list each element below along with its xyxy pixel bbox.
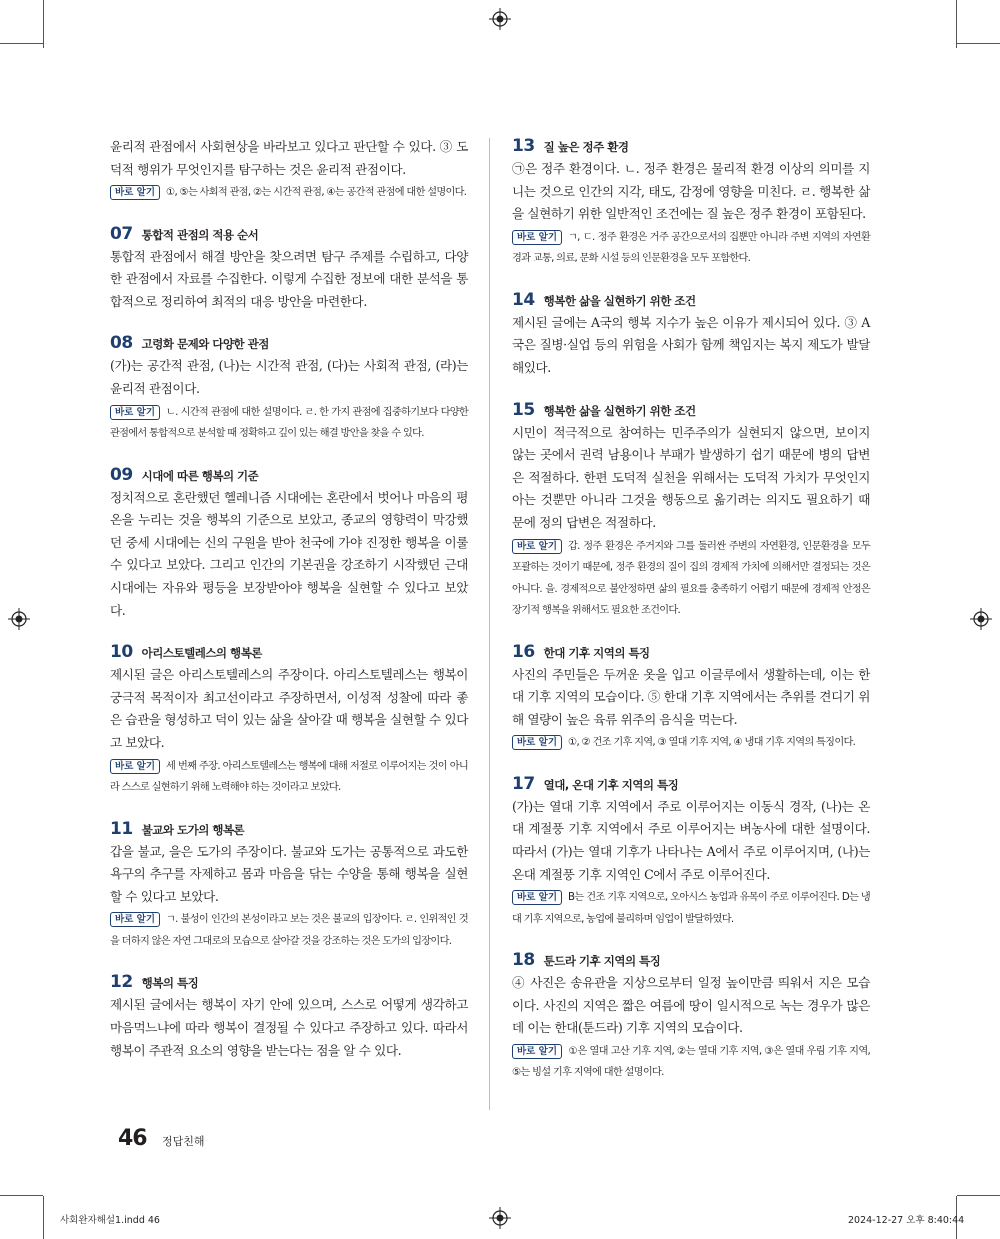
- explanation-text: 갑을 불교, 을은 도가의 주장이다. 불교와 도가는 공통적으로 과도한 욕구의 추구를 자제하고 몸과 마음을 닦는 수양을 통해 행복을 실현할 수 있다고 보았다.: [110, 843, 468, 904]
- question-number: 11: [110, 818, 133, 839]
- explanation-text: (가)는 열대 기후 지역에서 주로 이루어지는 이동식 경작, (나)는 온대 계절풍 기후 지역에서 주로 이루어지는 벼농사에 대한 설명이다. 따라서 (가)는 열대 기후가 나타나는 A에서 주로 이루어지며, (나)는 온대 계절풍 기후 지역인 C에서 주로 이루어진다.: [512, 798, 870, 882]
- section-title: 행복의 특징: [141, 976, 199, 991]
- correction-badge: 바로 알기: [512, 890, 562, 905]
- section-heading: [512, 400, 870, 420]
- question-number: 07: [110, 223, 133, 244]
- registration-mark-icon: [8, 608, 30, 630]
- section-title: 아리스토텔레스의 행복론: [141, 646, 262, 661]
- answer-section: [110, 333, 468, 444]
- explanation-text: (가)는 공간적 관점, (나)는 시간적 관점, (다)는 사회적 관점, (라)는 윤리적 관점이다.: [110, 358, 468, 397]
- correction-badge: 바로 알기: [110, 185, 160, 200]
- question-number: 13: [512, 136, 535, 156]
- crop-mark: [956, 0, 957, 48]
- section-heading: [110, 224, 468, 244]
- explanation-text: 제시된 글은 아리스토텔레스의 주장이다. 아리스토텔레스는 행복이 궁극적 목적이자 최고선이라고 주장하면서, 이성적 성찰에 따라 좋은 습관을 형성하고 덕이 있는 삶을 살아갈 때 행복을 실현할 수 있다고 보았다.: [110, 667, 468, 750]
- correction-note-text: ㄱ, ㄷ. 정주 환경은 거주 공간으로서의 집뿐만 아니라 주변 지역의 자연환경과 교통, 의료, 문화 시설 등의 인문환경을 모두 포함한다.: [512, 231, 870, 265]
- explanation-text: 통합적 관점에서 해결 방안을 찾으려면 탐구 주제를 수립하고, 다양한 관점에서 자료를 수집한다. 이렇게 수집한 정보에 대한 분석을 통합적으로 정리하여 최적의 대응 방안을 마련한다.: [110, 248, 468, 309]
- section-heading: [110, 642, 468, 662]
- correction-note-text: ㄴ. 시간적 관점에 대한 설명이다. ㄹ. 한 가지 관점에 집중하기보다 다양한 관점에서 통합적으로 분석할 때 정확하고 깊이 있는 해결 방안을 찾을 수 있다.: [110, 406, 468, 440]
- explanation-text: ㉠은 정주 환경이다. ㄴ. 정주 환경은 물리적 환경 이상의 의미를 지니는 것으로 인간의 지각, 태도, 감정에 영향을 미친다. ㄹ. 행복한 삶을 실현하기 위한 일반적인 조건에는 질 높은 정주 환경이 포함된다.: [512, 161, 870, 222]
- section-heading: [110, 465, 468, 485]
- correction-badge: 바로 알기: [512, 539, 562, 554]
- question-number: 17: [512, 773, 535, 794]
- correction-note: [512, 536, 870, 622]
- explanation-text: 정치적으로 혼란했던 헬레니즘 시대에는 혼란에서 벗어나 마음의 평온을 누리는 것을 행복의 기준으로 보았고, 종교의 영향력이 막강했던 중세 시대에는 신의 구원을 받아 천국에 가야 진정한 행복을 이룰 수 있다고 보았다. 그리고 인간의 기본권을 강조하기 시작했던 근대 시대에는 자유와 평등을 보장받아야 행복을 실현할 수 있다고 보았다.: [110, 489, 468, 618]
- answer-section: [512, 950, 870, 1084]
- explanation-text: 윤리적 관점에서 사회현상을 바라보고 있다고 판단할 수 있다. ③ 도덕적 행위가 무엇인지를 탐구하는 것은 윤리적 관점이다.: [110, 139, 468, 177]
- section-heading: [110, 819, 468, 839]
- registration-mark-icon: [489, 8, 511, 30]
- crop-mark: [43, 1196, 44, 1239]
- correction-badge: 바로 알기: [512, 230, 562, 245]
- correction-note: [512, 227, 870, 270]
- section-title: 질 높은 정주 환경: [543, 140, 629, 154]
- correction-note: [512, 887, 870, 930]
- answer-section: [512, 136, 870, 270]
- section-title: 열대, 온대 기후 지역의 특징: [543, 777, 679, 792]
- crop-mark: [0, 43, 43, 44]
- correction-note-text: ①, ⑤는 사회적 관점, ②는 시간적 관점, ④는 공간적 관점에 대한 설명이다.: [166, 187, 467, 199]
- question-number: 08: [110, 333, 133, 354]
- answer-section: [512, 400, 870, 622]
- explanation-text: 제시된 글에는 A국의 행복 지수가 높은 이유가 제시되어 있다. ③ A국은 질병·실업 등의 위험을 사회가 함께 책임지는 복지 제도가 발달해있다.: [512, 314, 870, 375]
- slug-filename: 사회완자해설1.indd 46: [60, 1215, 160, 1226]
- registration-mark-icon: [489, 1207, 511, 1229]
- section-title: 한대 기후 지역의 특징: [543, 645, 650, 660]
- answer-section: [512, 642, 870, 754]
- question-number: 14: [512, 289, 535, 310]
- answer-section: [512, 290, 870, 380]
- correction-note: [512, 732, 870, 754]
- correction-badge: 바로 알기: [110, 912, 160, 927]
- correction-badge: 바로 알기: [110, 405, 160, 420]
- registration-mark-icon: [970, 608, 992, 630]
- section-title: 통합적 관점의 적용 순서: [141, 227, 259, 242]
- explanation-text: 사진의 주민들은 두꺼운 옷을 입고 이글루에서 생활하는데, 이는 한대 기후 지역의 모습이다. ⑤ 한대 기후 지역에서는 추위를 견디기 위해 열량이 높은 육류 위주의 음식을 먹는다.: [512, 666, 870, 727]
- section-title: 불교와 도가의 행복론: [141, 822, 245, 837]
- section-heading: [512, 950, 870, 970]
- correction-badge: 바로 알기: [512, 735, 562, 750]
- correction-note: [110, 756, 468, 799]
- section-heading: [512, 774, 870, 794]
- question-number: 10: [110, 642, 133, 663]
- section-heading: [512, 642, 870, 662]
- section-heading: [512, 136, 870, 156]
- left-column: [110, 136, 468, 1082]
- explanation-text: 제시된 글에서는 행복이 자기 안에 있으며, 스스로 어떻게 생각하고 마음먹느냐에 따라 행복이 결정될 수 있다고 주장하고 있다. 따라서 행복이 주관적 요소의 영향을 받는다는 점을 알 수 있다.: [110, 997, 468, 1058]
- question-number: 15: [512, 399, 535, 420]
- answer-section: [110, 224, 468, 314]
- correction-note: [110, 402, 468, 445]
- page-number: 46: [118, 1126, 147, 1151]
- section-title: 툰드라 기후 지역의 특징: [543, 954, 661, 969]
- section-title: 고령화 문제와 다양한 관점: [141, 337, 269, 352]
- crop-mark: [43, 0, 44, 48]
- correction-note-text: B는 건조 기후 지역으로, 오아시스 농업과 유목이 주로 이루어진다. D는 냉대 기후 지역으로, 농업에 불리하며 임업이 발달하였다.: [512, 892, 870, 925]
- question-number: 12: [110, 972, 133, 993]
- section-title: 행복한 삶을 실현하기 위한 조건: [543, 403, 696, 418]
- correction-note: [110, 182, 468, 204]
- right-column: [512, 136, 870, 1104]
- explanation-text: ④ 사진은 송유관을 지상으로부터 일정 높이만큼 띄워서 지은 모습이다. 사진의 지역은 짧은 여름에 땅이 일시적으로 녹는 경우가 많은데 이는 한대(툰드라) 기후 지역의 모습이다.: [512, 975, 870, 1036]
- crop-mark: [0, 1195, 43, 1196]
- section-title: 행복한 삶을 실현하기 위한 조건: [543, 293, 696, 308]
- question-number: 16: [512, 641, 535, 662]
- answer-section: [110, 819, 468, 953]
- correction-note-text: ①은 열대 고산 기후 지역, ②는 열대 기후 지역, ③은 열대 우림 기후 지역, ⑤는 빙설 기후 지역에 대한 설명이다.: [512, 1045, 870, 1079]
- answer-section: [110, 465, 468, 623]
- section-heading: [512, 290, 870, 310]
- answer-section: [110, 136, 468, 204]
- correction-note-text: 갑. 정주 환경은 주거지와 그를 둘러싼 주변의 자연환경, 인문환경을 모두 포괄하는 것이기 때문에, 정주 환경의 질이 집의 경제적 가치에 의해서만 결정되는 것은 아니다. 을. 경제적으로 불안정하면 삶의 필요를 충족하기 어렵기 때문에 경제적 안정은 장기적 행복을 위해서도 필요한 조건이다.: [512, 540, 870, 617]
- correction-note: [110, 909, 468, 952]
- crop-mark: [957, 43, 1000, 44]
- answer-section: [512, 774, 870, 930]
- answer-section: [110, 642, 468, 798]
- correction-badge: 바로 알기: [110, 759, 160, 774]
- footer-label: 정답친해: [162, 1135, 205, 1148]
- section-heading: [110, 333, 468, 353]
- question-number: 09: [110, 464, 133, 485]
- slug-timestamp: 2024-12-27 오후 8:40:44: [848, 1215, 965, 1226]
- correction-note-text: ㄱ. 불성이 인간의 본성이라고 보는 것은 불교의 입장이다. ㄹ. 인위적인 것을 더하지 않은 자연 그대로의 모습으로 살아갈 것을 강조하는 것은 도가의 입장이다.: [110, 914, 468, 947]
- correction-note-text: ①, ② 건조 기후 지역, ③ 열대 기후 지역, ④ 냉대 기후 지역의 특징이다.: [568, 737, 856, 749]
- section-heading: [110, 972, 468, 992]
- correction-note-text: 세 번째 주장. 아리스토텔레스는 행복에 대해 저절로 이루어지는 것이 아니라 스스로 실현하기 위해 노력해야 하는 것이라고 보았다.: [110, 760, 468, 794]
- column-divider: [489, 138, 490, 1110]
- answer-section: [110, 972, 468, 1062]
- question-number: 18: [512, 950, 535, 971]
- correction-note: [512, 1041, 870, 1084]
- correction-badge: 바로 알기: [512, 1044, 562, 1059]
- explanation-text: 시민이 적극적으로 참여하는 민주주의가 실현되지 않으면, 보이지 않는 곳에서 권력 남용이나 부패가 발생하기 쉽기 때문에 병의 답변은 적절하다. 한편 도덕적 실천을 위해서는 도덕적 가치가 무엇인지 아는 것뿐만 아니라 그것을 행동으로 옮기려는 의지도 필요하기 때문에 정의 답변은 적절하다.: [512, 424, 870, 530]
- section-title: 시대에 따른 행복의 기준: [141, 468, 259, 483]
- crop-mark: [957, 1195, 1000, 1196]
